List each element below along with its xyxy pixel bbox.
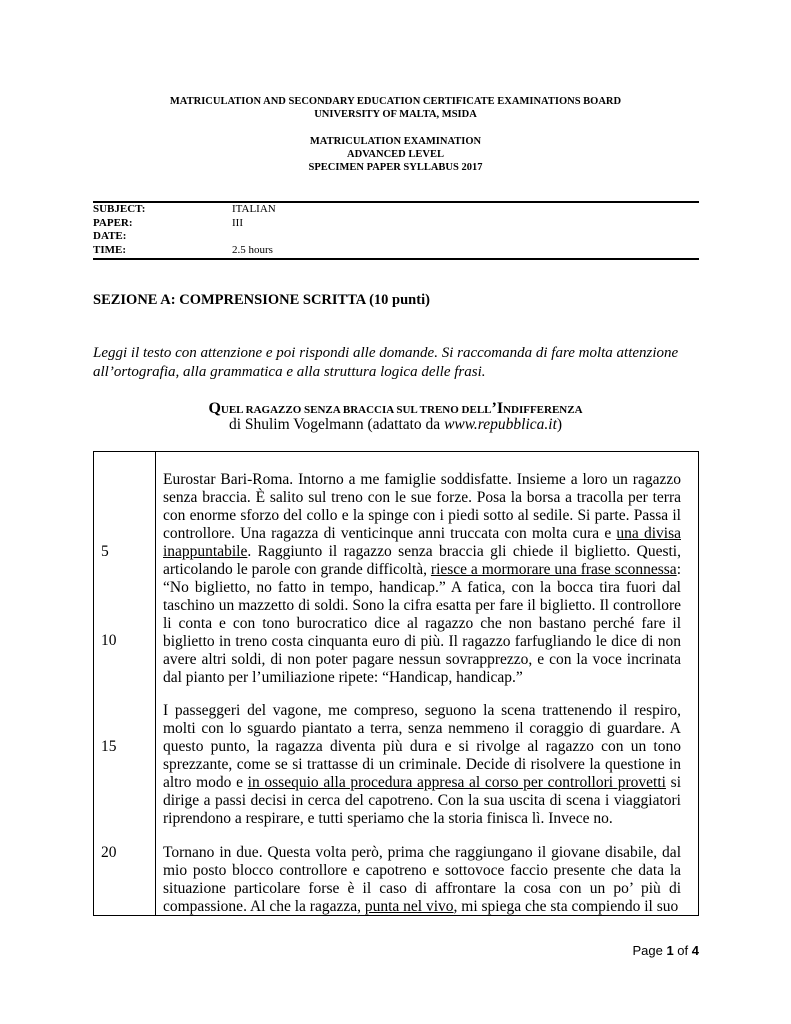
section-title: SEZIONE A: COMPRENSIONE SCRITTA (10 punti) <box>93 292 430 308</box>
meta-row <box>93 244 276 258</box>
exam-board-header <box>0 95 791 121</box>
exam-name: MATRICULATION EXAMINATION <box>309 136 482 147</box>
passage-paragraph-3: Tornano in due. Questa volta però, prima che raggiungano il giovane disabile, dal mio posto blocco controllore e capotreno e sottovoce faccio presente che data la situazione particolare forse è il caso di affrontare la cosa con un po’ più di compassione. Al che la ragazza, punta nel vivo, mi spiega che sta compiendo il suo <box>163 844 681 915</box>
meta-label: TIME: <box>93 243 126 256</box>
exam-metadata <box>93 203 276 257</box>
meta-row <box>93 230 276 244</box>
passage-paragraph-2: I passeggeri del vagone, me compreso, seguono la scena trattenendo il respiro, molti con lo sguardo piantato a terra, senza nemmeno il coraggio di guardare. A questo punto, la ragazza diventa più dura e si rivolge al ragazzo con un tono sprezzante, come se si trattasse di un criminale. Decide di risolvere la questione in altro modo e in ossequio alla procedura appresa al corso per controllori provetti si dirige a passi decisi in cerca del capotreno. Con la sua uscita di scena i viaggiatori riprendono a respirare, e tutti speriamo che la storia finisca lì. Invece no. <box>163 702 682 827</box>
line-number-20: 20 <box>101 844 117 861</box>
source-site: www.repubblica.it <box>444 416 557 433</box>
text-title: QUEL RAGAZZO SENZA BRACCIA SUL TRENO DELL’INDIFFERENZA <box>208 400 583 417</box>
meta-row <box>93 203 276 217</box>
line-number-5: 5 <box>101 543 109 560</box>
bottom-rule <box>93 258 699 260</box>
passage-divider <box>155 451 156 916</box>
passage-paragraph-1: Eurostar Bari-Roma. Intorno a me famiglie soddisfatte. Insieme a loro un ragazzo senza braccia. È salito sul treno con le sue forze. Posa la borsa a tracolla per terra con enorme sforzo del collo e la spinge con i piedi sotto al sedile. Si parte. Passa il controllore. Una ragazza di venticinque anni truccata con molta cura e una divisa inappuntabile. Raggiunto il ragazzo senza braccia gli chiede il biglietto. Questi, articolando le parole con grande difficoltà, riesce a mormorare una frase sconnessa: “No biglietto, no fatto in tempo, handicap.” A fatica, con la bocca tira fuori dal taschino un mazzetto di soldi. Sono la cifra esatta per fare il biglietto. Il controllore li conta e con tono burocratico dice al ragazzo che non bastano perché fare il biglietto in treno costa cinquanta euro di più. Il ragazzo farfugliando le dice di non avere altri soldi, di non poter pagare nessun sovrapprezzo, e con la voce incrinata dal pianto per l’umiliazione ripete: “Handicap, handicap.” <box>163 471 681 686</box>
line-number-15: 15 <box>101 738 117 755</box>
page-indicator: Page 1 of 4 <box>632 943 699 958</box>
underlined-phrase: una divisa inappuntabile <box>163 525 681 560</box>
university-name: UNIVERSITY OF MALTA, MSIDA <box>314 109 477 120</box>
exam-level: ADVANCED LEVEL <box>347 149 444 160</box>
board-name: MATRICULATION AND SECONDARY EDUCATION CERTIFICATE EXAMINATIONS BOARD <box>169 96 622 107</box>
meta-label: SUBJECT: <box>93 203 146 215</box>
meta-value: III <box>232 216 243 229</box>
line-number-10: 10 <box>101 632 117 649</box>
meta-value: ITALIAN <box>232 203 276 215</box>
underlined-phrase: riesce a mormorare una frase sconnessa <box>430 561 677 578</box>
author-line: di Shulim Vogelmann (adattato da www.repubblica.it) <box>228 416 563 433</box>
exam-header <box>0 135 791 174</box>
instructions: Leggi il testo con attenzione e poi rispondi alle domande. Si raccomanda di fare molta attenzione all’ortografia, alla grammatica e alla struttura logica delle frasi. <box>93 345 679 380</box>
specimen-label: SPECIMEN PAPER SYLLABUS 2017 <box>308 162 483 173</box>
underlined-phrase: punta nel vivo <box>364 898 454 915</box>
meta-label: DATE: <box>93 230 127 243</box>
meta-value: 2.5 hours <box>232 243 273 256</box>
underlined-phrase: in ossequio alla procedura appresa al corso per controllori provetti <box>247 774 666 791</box>
meta-label: PAPER: <box>93 216 133 229</box>
meta-row <box>93 217 276 231</box>
